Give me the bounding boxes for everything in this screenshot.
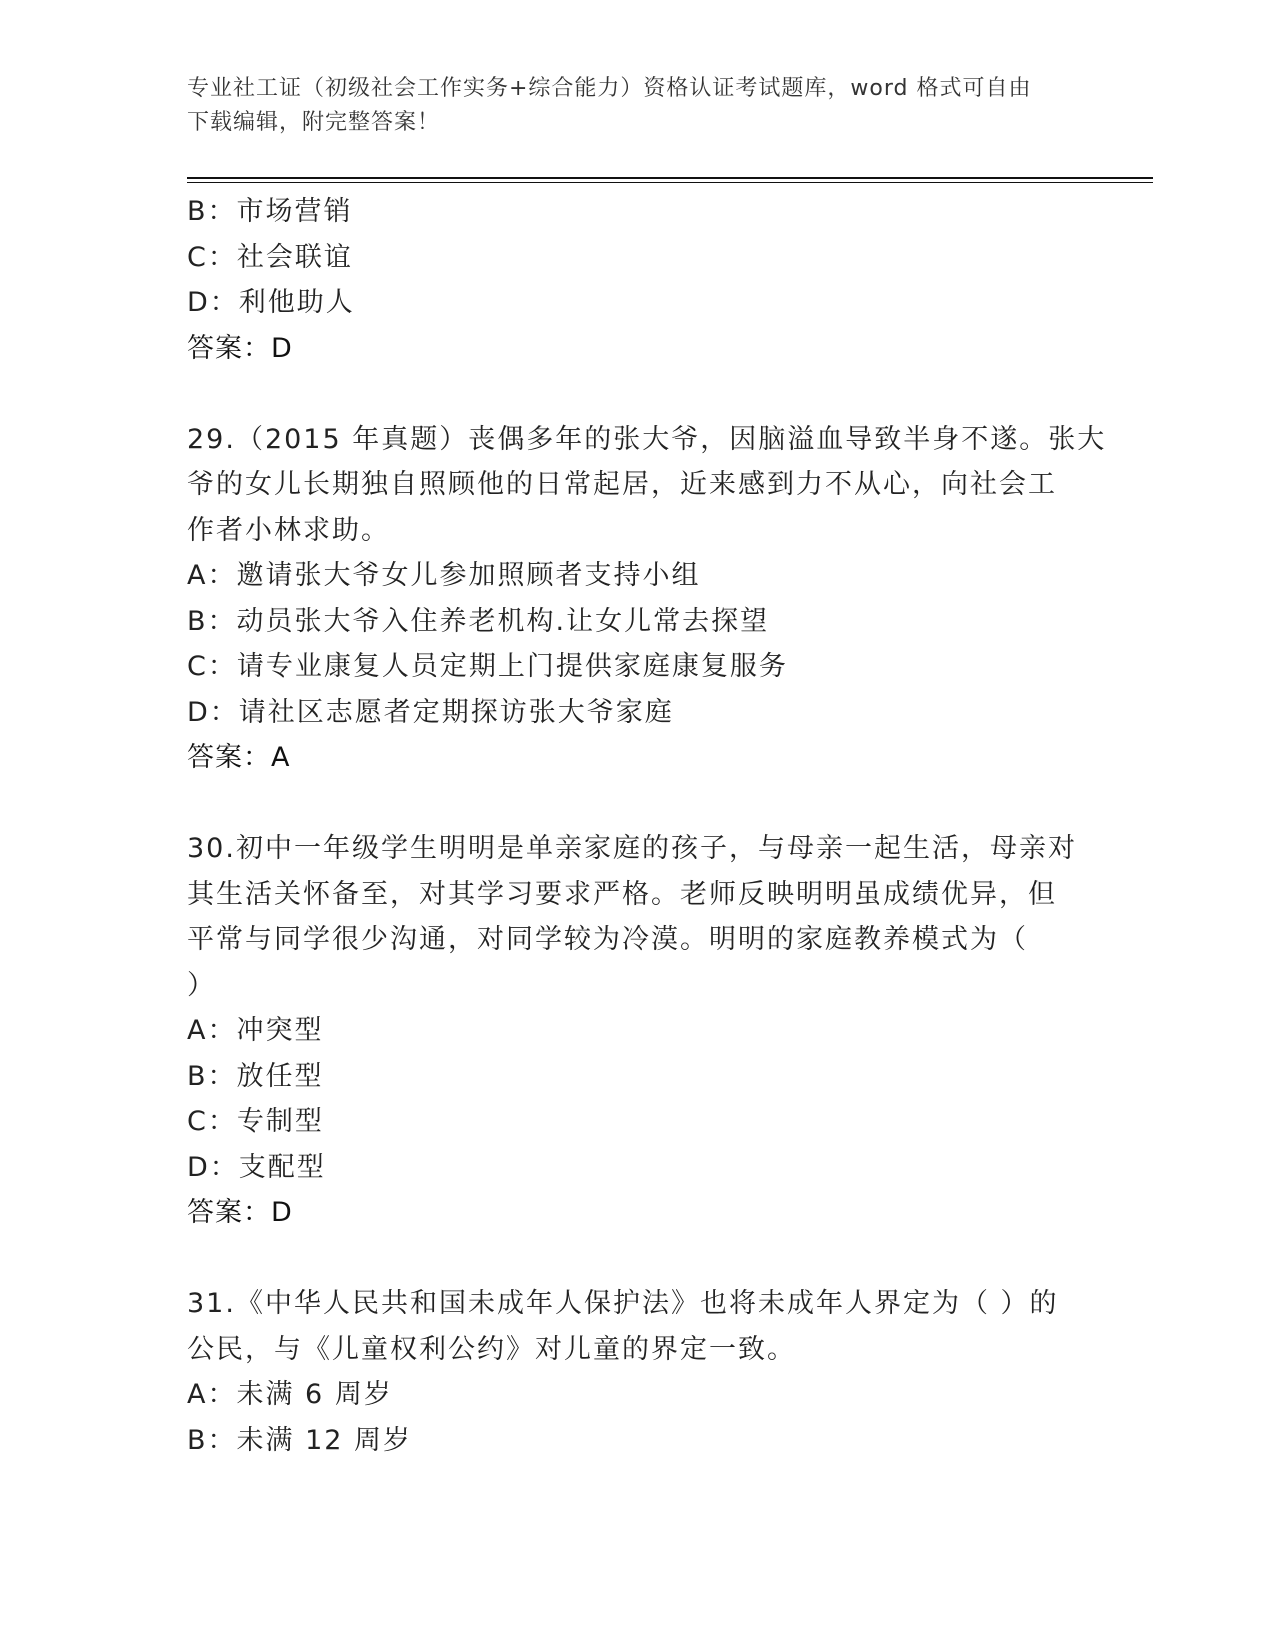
question-31 xyxy=(187,1281,1087,1463)
option-d: D：请社区志愿者定期探访张大爷家庭 xyxy=(187,696,674,728)
option-a: A：未满 6 周岁 xyxy=(187,1379,393,1410)
question-stem-line: 作者小林求助。 xyxy=(187,514,390,546)
question-list xyxy=(187,189,1107,1463)
question-stem-line: 29.（2015 年真题）丧偶多年的张大爷，因脑溢血导致半身不遂。张大 xyxy=(187,423,1107,455)
answer-line: 答案：D xyxy=(187,1197,293,1228)
header-divider-thin xyxy=(187,182,1153,183)
question-stem-line: 爷的女儿长期独自照顾他的日常起居，近来感到力不从心，向社会工 xyxy=(187,469,1057,500)
question-stem-line: 平常与同学很少沟通，对同学较为冷漠。明明的家庭教养模式为（ xyxy=(187,924,1028,955)
option-b: B：市场营销 xyxy=(187,196,353,227)
option-d: D：支配型 xyxy=(187,1151,326,1183)
question-28 xyxy=(187,189,1087,371)
question-stem-line: 30.初中一年级学生明明是单亲家庭的孩子，与母亲一起生活，母亲对 xyxy=(187,833,1077,864)
option-c: C：请专业康复人员定期上门提供家庭康复服务 xyxy=(187,651,788,682)
question-stem-line: ） xyxy=(187,969,216,1001)
header-line-2: 下载编辑，附完整答案！ xyxy=(187,110,441,135)
spacer xyxy=(187,371,1087,417)
question-30 xyxy=(187,826,1087,1236)
option-d: D：利他助人 xyxy=(187,287,355,318)
document-header xyxy=(187,72,1087,140)
question-stem-line: 其生活关怀备至，对其学习要求严格。老师反映明明虽成绩优异，但 xyxy=(187,878,1057,910)
answer-line: 答案：D xyxy=(187,332,293,364)
option-b: B：放任型 xyxy=(187,1060,324,1092)
spacer xyxy=(187,781,1087,827)
question-stem-line: 公民，与《儿童权利公约》对儿童的界定一致。 xyxy=(187,1333,796,1365)
option-a: A：冲突型 xyxy=(187,1015,324,1046)
header-divider-thick xyxy=(187,177,1153,179)
answer-line: 答案：A xyxy=(187,742,291,773)
question-29 xyxy=(187,417,1107,781)
header-line-1: 专业社工证（初级社会工作实务+综合能力）资格认证考试题库，word 格式可自由 xyxy=(187,76,1032,101)
option-a: A：邀请张大爷女儿参加照顾者支持小组 xyxy=(187,560,701,591)
option-b: B：动员张大爷入住养老机构.让女儿常去探望 xyxy=(187,605,770,637)
option-c: C：专制型 xyxy=(187,1106,324,1137)
spacer xyxy=(187,1236,1087,1282)
question-stem-line: 31.《中华人民共和国未成年人保护法》也将未成年人界定为（ ）的 xyxy=(187,1288,1059,1319)
option-c: C：社会联谊 xyxy=(187,241,353,273)
option-b: B：未满 12 周岁 xyxy=(187,1424,413,1456)
